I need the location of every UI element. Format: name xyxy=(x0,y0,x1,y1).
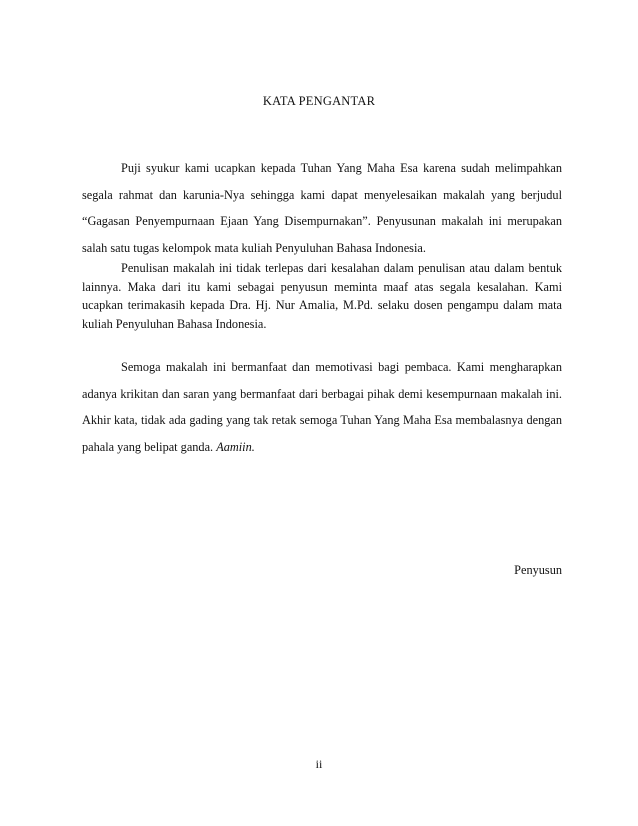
paragraph-3 xyxy=(82,354,562,460)
paragraph-2-text: Penulisan makalah ini tidak terlepas dari kesalahan dalam penulisan atau dalam bentuk lainnya. Maka dari itu kami sebagai penyusun meminta maaf atas segala kesalahan. Kami ucapkan terimakasih kepada Dra. Hj. Nur Amalia, M.Pd. selaku dosen pengampu dalam mata kuliah Penyuluhan Bahasa Indonesia. xyxy=(82,261,562,331)
paragraph-3-text: Semoga makalah ini bermanfaat dan memotivasi bagi pembaca. Kami mengharapkan adanya krikitan dan saran yang bermanfaat dari berbagai pihak demi kesempurnaan makalah ini. Akhir kata, tidak ada gading yang tak retak semoga Tuhan Yang Maha Esa membalasnya dengan pahala yang belipat ganda. xyxy=(82,360,562,454)
page-title: KATA PENGANTAR xyxy=(262,94,376,108)
paragraph-2 xyxy=(82,259,562,333)
signature: Penyusun xyxy=(514,563,562,577)
closing-word: Aamiin. xyxy=(216,439,255,454)
paragraph-1 xyxy=(82,155,562,261)
paragraph-1-text: Puji syukur kami ucapkan kepada Tuhan Yang Maha Esa karena sudah melimpahkan segala rahmat dan karunia-Nya sehingga kami dapat menyelesaikan makalah yang berjudul “Gagasan Penyempurnaan Ejaan Yang Disempurnakan”. Penyusunan makalah ini merupakan salah satu tugas kelompok mata kuliah Penyuluhan Bahasa Indonesia. xyxy=(82,161,562,255)
page-number: ii xyxy=(315,757,323,771)
paragraph-3-body xyxy=(82,354,562,460)
